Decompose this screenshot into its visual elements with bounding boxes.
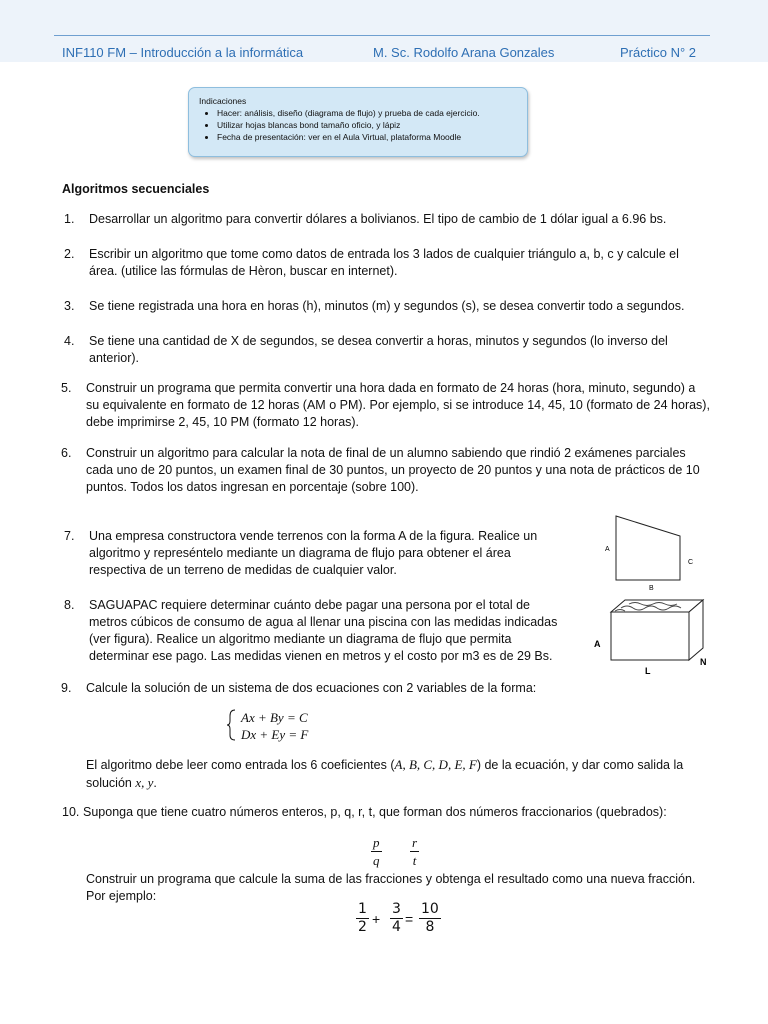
fraction-denominator: 2 xyxy=(358,919,367,935)
exercise-text: Se tiene registrada una hora en horas (h), minutos (m) y segundos (s), se desea convertir todo a segundos. xyxy=(89,299,685,313)
exercise-number: 10. xyxy=(62,805,80,819)
exercise-6 xyxy=(61,445,711,496)
indicaciones-item: • Utilizar hojas blancas bond tamaño oficio, y lápiz xyxy=(217,119,519,131)
exercise-4 xyxy=(64,333,710,367)
fraction-numerator: 1 xyxy=(358,901,367,917)
ex9-coefficients: A, B, C, D, E, F xyxy=(394,757,477,772)
exercise-10 xyxy=(62,804,708,821)
indicaciones-box xyxy=(188,87,528,157)
plus-sign: + xyxy=(372,911,381,927)
exercise-text: Construir un programa que permita convertir una hora dada en formato de 24 horas (hora, minuto, segundo) a su equivalente en formato de 12 horas (AM o PM). Por ejemplo, si se introduce 14, 45, 10 (formato de 24 horas), debe imprimirse 2, 45, 10 PM (formato 12 horas). xyxy=(86,381,710,429)
indicaciones-item: • Hacer: análisis, diseño (diagrama de flujo) y prueba de cada ejercicio. xyxy=(217,107,519,119)
exercise-3 xyxy=(64,298,710,315)
indicaciones-list xyxy=(199,107,519,143)
exercise-text: Una empresa constructora vende terrenos con la forma A de la figura. Realice un algoritmo y represéntelo mediante un diagrama de flujo para obtener el área respectiva de un terreno de medidas de cualquier valor. xyxy=(89,529,538,577)
piscina-label-a: A xyxy=(594,639,601,649)
equals-sign: = xyxy=(405,911,414,927)
exercise-number: 2. xyxy=(64,247,75,261)
example-fraction-result xyxy=(419,901,441,936)
fraction-denominator: 8 xyxy=(419,918,441,936)
piscina-figure xyxy=(593,596,713,680)
example-fraction-1 xyxy=(356,901,369,936)
fraction-denominator: q xyxy=(373,853,380,868)
exercise-number: 8. xyxy=(64,598,75,612)
exercise-number: 5. xyxy=(61,381,72,395)
ex9-variables: x, y xyxy=(135,775,154,790)
exercise-1 xyxy=(64,211,710,228)
exercise-9 xyxy=(61,680,707,697)
exercise-9-continuation xyxy=(86,756,706,792)
piscina-front-face xyxy=(611,612,689,660)
system-brace xyxy=(226,708,238,742)
header-practico-number: Práctico N° 2 xyxy=(620,45,697,60)
exercise-10-continuation: Construir un programa que calcule la suma de las fracciones y obtenga el resultado como una nueva fracción. Por ejemplo: xyxy=(86,872,696,903)
exercise-number: 6. xyxy=(61,446,72,460)
exercise-text: SAGUAPAC requiere determinar cuánto debe pagar una persona por el total de metros cúbicos de consumo de agua al llenar una piscina con las medidas indicadas (ver figura). Realice un algoritmo mediante un diagrama de flujo que permita determinar ese pago. Las medidas vienen en metros y el costo por m3 es de 29 Bs. xyxy=(89,598,558,663)
exercise-number: 9. xyxy=(61,681,72,695)
exercise-number: 4. xyxy=(64,334,75,348)
terreno-label-a: A xyxy=(605,546,610,553)
fraction-numerator: p xyxy=(373,835,380,850)
exercise-text: Calcule la solución de un sistema de dos ecuaciones con 2 variables de la forma: xyxy=(86,681,537,695)
piscina-label-n: N xyxy=(700,657,707,667)
exercise-number: 7. xyxy=(64,529,75,543)
exercise-2 xyxy=(64,246,710,280)
piscina-label-l: L xyxy=(645,666,651,676)
exercise-number: 3. xyxy=(64,299,75,313)
terreno-label-b: B xyxy=(649,585,654,592)
header-rule xyxy=(54,35,710,36)
exercise-text: Construir un algoritmo para calcular la nota de final de un alumno sabiendo que rindió 2 exámenes parciales cada uno de 20 puntos, un examen final de 30 puntos, un proyecto de 20 puntos y una nota de prácticos de 10 puntos. Todos los datos ingresan en porcentaje (sobre 100). xyxy=(86,446,700,494)
fraction-denominator: 4 xyxy=(392,919,401,935)
header-course-title: INF110 FM – Introducción a la informática xyxy=(62,45,304,60)
exercise-5 xyxy=(61,380,711,431)
equation-2: Dx + Ey = F xyxy=(241,727,309,742)
fraction-r-t xyxy=(410,834,419,869)
terreno-shape xyxy=(616,516,680,580)
indicaciones-item: • Fecha de presentación: ver en el Aula Virtual, plataforma Moodle xyxy=(217,131,519,143)
terreno-label-c: C xyxy=(688,559,694,566)
exercise-text: Desarrollar un algoritmo para convertir dólares a bolivianos. El tipo de cambio de 1 dólar igual a 6.96 bs. xyxy=(89,212,667,226)
exercise-text: Escribir un algoritmo que tome como datos de entrada los 3 lados de cualquier triángulo a, b, c y calcule el área. (utilice las fórmulas de Hèron, buscar en internet). xyxy=(89,247,679,278)
example-fraction-2 xyxy=(390,901,403,936)
exercise-text: Se tiene una cantidad de X de segundos, se desea convertir a horas, minutos y segundos (lo inverso del anterior). xyxy=(89,334,668,365)
exercise-number: 1. xyxy=(64,212,75,226)
indicaciones-title: Indicaciones xyxy=(199,96,247,106)
ex9-text-c: . xyxy=(153,776,157,790)
section-title: Algoritmos secuenciales xyxy=(62,182,210,196)
ex9-text-a: El algoritmo debe leer como entrada los 6 coeficientes ( xyxy=(86,758,395,772)
exercise-7 xyxy=(64,528,564,579)
equation-1: Ax + By = C xyxy=(241,710,308,725)
fraction-p-q xyxy=(371,834,382,869)
fraction-numerator: 3 xyxy=(392,901,401,917)
fraction-denominator: t xyxy=(410,851,419,869)
fraction-numerator: r xyxy=(412,835,418,850)
fraction-numerator: 10 xyxy=(421,901,439,917)
exercise-8 xyxy=(64,597,564,665)
page-header xyxy=(0,0,768,62)
header-professor: M. Sc. Rodolfo Arana Gonzales xyxy=(373,45,555,60)
ex9-text-b: ) de la ecuación, y dar como salida la solución xyxy=(86,758,684,790)
terreno-figure xyxy=(600,510,720,595)
exercise-text: Suponga que tiene cuatro números enteros, p, q, r, t, que forman dos números fraccionarios (quebrados): xyxy=(83,805,667,819)
